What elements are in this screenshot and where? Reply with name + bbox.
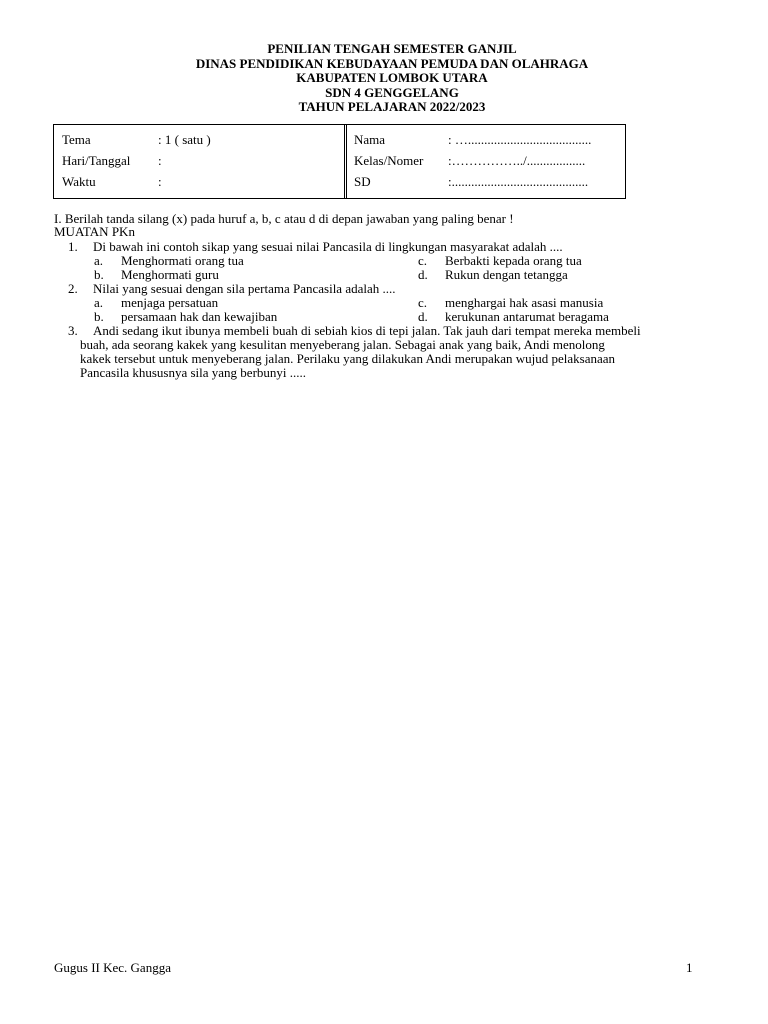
tema-label: Tema (62, 132, 91, 147)
q2-option-c-letter: c. (418, 295, 428, 310)
q1-option-b-letter: b. (94, 267, 104, 282)
page-number: 1 (686, 960, 693, 975)
q1-option-a-text: Menghormati orang tua (121, 253, 244, 268)
subject-heading: MUATAN PKn (54, 224, 135, 239)
waktu-label: Waktu (62, 174, 96, 189)
header-school: SDN 4 GENGGELANG (325, 84, 459, 100)
header-title: PENILIAN TENGAH SEMESTER GANJIL (267, 41, 517, 56)
header-school-year: TAHUN PELAJARAN 2022/2023 (298, 99, 486, 114)
question-1-number: 1. (68, 239, 78, 254)
hari-tanggal-label: Hari/Tanggal (62, 153, 131, 168)
question-3-number: 3. (68, 323, 78, 338)
kelas-nomer-label: Kelas/Nomer (354, 153, 424, 168)
document-header (0, 42, 768, 115)
kelas-nomer-field: :……………../.................. (448, 153, 586, 168)
question-3-line-1: Andi sedang ikut ibunya membeli buah di sebiah kios di tepi jalan. Tak jauh dari tempat mereka membeli (93, 323, 641, 338)
question-2-number: 2. (68, 281, 78, 296)
q2-option-d-text: kerukunan antarumat beragama (445, 309, 609, 324)
q1-option-b-text: Menghormati guru (121, 267, 219, 282)
nama-field: : …...................................... (448, 132, 592, 147)
q1-option-c-letter: c. (418, 253, 428, 268)
sd-field: :.......................................... (448, 174, 589, 189)
header-agency: DINAS PENDIDIKAN KEBUDAYAAN PEMUDA DAN OLAHRAGA (195, 55, 589, 71)
q1-option-a-letter: a. (94, 253, 104, 268)
q2-option-d-letter: d. (418, 309, 428, 324)
q2-option-a-letter: a. (94, 295, 104, 310)
tema-value: : 1 ( satu ) (158, 132, 211, 147)
q2-option-b-text: persamaan hak dan kewajiban (121, 309, 278, 324)
question-2-text: Nilai yang sesuai dengan sila pertama Pancasila adalah .... (93, 281, 396, 296)
q1-option-c-text: Berbakti kepada orang tua (445, 253, 582, 268)
q1-option-d-letter: d. (418, 267, 428, 282)
question-3-line-4: Pancasila khususnya sila yang berbunyi ..... (80, 365, 307, 380)
q2-option-a-text: menjaga persatuan (121, 295, 219, 310)
question-1-text: Di bawah ini contoh sikap yang sesuai nilai Pancasila di lingkungan masyarakat adalah .... (93, 239, 563, 254)
info-box-divider (344, 124, 347, 199)
waktu-value: : (158, 174, 162, 189)
q2-option-b-letter: b. (94, 309, 104, 324)
hari-tanggal-value: : (158, 153, 162, 168)
q1-option-d-text: Rukun dengan tetangga (445, 267, 568, 282)
q2-option-c-text: menghargai hak asasi manusia (445, 295, 604, 310)
question-3-line-3: kakek tersebut untuk menyeberang jalan. Perilaku yang dilakukan Andi merupakan wujud pelaksanaan (80, 351, 615, 366)
footer-text: Gugus II Kec. Gangga (54, 960, 171, 975)
question-3-line-2: buah, ada seorang kakek yang kesulitan menyeberang jalan. Sebagai anak yang baik, Andi menolong (80, 337, 605, 352)
instruction-text: I. Berilah tanda silang (x) pada huruf a, b, c atau d di depan jawaban yang paling benar ! (54, 211, 514, 226)
nama-label: Nama (354, 132, 386, 147)
header-regency: KABUPATEN LOMBOK UTARA (296, 70, 488, 85)
sd-label: SD (354, 174, 371, 189)
